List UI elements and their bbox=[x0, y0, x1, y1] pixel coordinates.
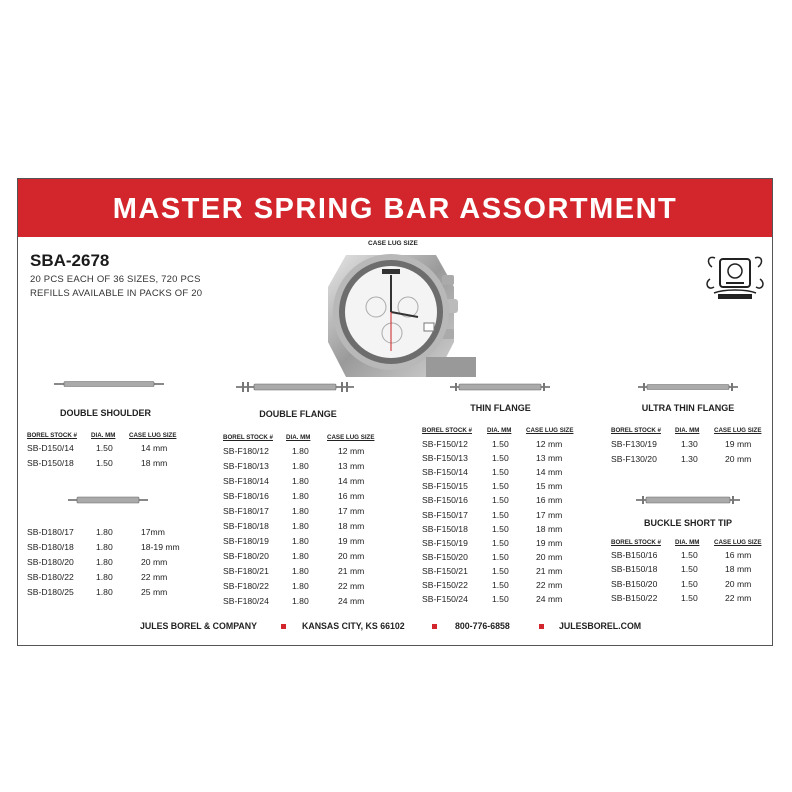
section-title-ultra-thin-flange: ULTRA THIN FLANGE bbox=[641, 403, 735, 413]
cell-lug: 19 mm bbox=[338, 536, 365, 546]
cell-dia: 1.50 bbox=[681, 550, 698, 560]
table-row bbox=[611, 454, 781, 469]
footer-separator bbox=[281, 624, 286, 629]
product-card bbox=[17, 178, 773, 646]
cell-stock: SB-F150/21 bbox=[422, 565, 468, 576]
header-stock: BOREL STOCK # bbox=[611, 539, 661, 546]
cell-lug: 17mm bbox=[141, 527, 165, 537]
cell-dia: 1.80 bbox=[292, 476, 309, 486]
cell-lug: 20 mm bbox=[338, 551, 365, 561]
cell-dia: 1.80 bbox=[96, 587, 113, 597]
cell-stock: SB-F180/21 bbox=[223, 566, 269, 576]
table-row bbox=[611, 550, 781, 565]
cell-stock: SB-F180/17 bbox=[223, 506, 269, 516]
cell-stock: SB-F150/19 bbox=[422, 537, 468, 548]
cell-dia: 1.80 bbox=[292, 506, 309, 516]
cell-stock: SB-F150/24 bbox=[422, 594, 468, 605]
cell-stock: SB-F150/17 bbox=[422, 509, 468, 520]
case-lug-size-label: CASE LUG SIZE bbox=[368, 240, 418, 247]
cell-lug: 19 mm bbox=[536, 537, 563, 548]
spring-bar-icon bbox=[68, 495, 148, 505]
subtitle-line: 20 PCS EACH OF 36 SIZES, 720 PCS bbox=[30, 274, 201, 285]
cell-lug: 19 mm bbox=[725, 439, 752, 449]
table-row bbox=[422, 439, 592, 454]
cell-dia: 1.80 bbox=[96, 572, 113, 582]
cell-dia: 1.80 bbox=[292, 536, 309, 546]
footer-company: JULES BOREL & COMPANY bbox=[140, 621, 257, 631]
table-row bbox=[611, 564, 781, 579]
section-title-thin-flange: THIN FLANGE bbox=[470, 403, 531, 413]
section-title-double-flange: DOUBLE FLANGE bbox=[259, 409, 337, 419]
cell-lug: 13 mm bbox=[338, 461, 365, 471]
cell-dia: 1.50 bbox=[492, 551, 509, 562]
cell-dia: 1.50 bbox=[492, 523, 509, 534]
cell-stock: SB-F150/15 bbox=[422, 481, 468, 492]
table-row bbox=[223, 491, 393, 506]
company-logo-icon bbox=[704, 253, 766, 301]
cell-lug: 22 mm bbox=[338, 581, 365, 591]
section-title-buckle-short-tip: BUCKLE SHORT TIP bbox=[643, 518, 732, 528]
footer-website: JULESBOREL.COM bbox=[559, 621, 642, 631]
cell-dia: 1.80 bbox=[96, 542, 113, 552]
footer-separator bbox=[432, 624, 437, 629]
table-row bbox=[27, 587, 197, 602]
header-dia: DIA. MM bbox=[675, 427, 700, 434]
table-row bbox=[223, 596, 393, 611]
cell-stock: SB-D150/18 bbox=[27, 458, 74, 468]
cell-stock: SB-B150/16 bbox=[611, 550, 658, 560]
cell-lug: 16 mm bbox=[725, 550, 752, 560]
table-row bbox=[27, 557, 197, 572]
cell-lug: 18 mm bbox=[725, 564, 752, 575]
table-row bbox=[223, 551, 393, 566]
table-row bbox=[27, 443, 197, 458]
cell-stock: SB-D180/20 bbox=[27, 557, 74, 567]
cell-stock: SB-F150/14 bbox=[422, 467, 468, 478]
spring-bar-icon bbox=[236, 381, 354, 393]
cell-dia: 1.80 bbox=[292, 521, 309, 531]
cell-lug: 21 mm bbox=[536, 565, 563, 576]
table-row bbox=[27, 542, 197, 557]
table-row bbox=[422, 453, 592, 468]
cell-lug: 16 mm bbox=[338, 491, 365, 501]
cell-lug: 18 mm bbox=[141, 458, 168, 468]
header-lug: CASE LUG SIZE bbox=[526, 427, 574, 434]
table-row bbox=[223, 476, 393, 491]
header-dia: DIA. MM bbox=[487, 427, 512, 434]
table-row bbox=[422, 481, 592, 496]
watch-image bbox=[326, 247, 476, 377]
cell-lug: 13 mm bbox=[536, 453, 563, 464]
cell-lug: 24 mm bbox=[536, 594, 563, 605]
cell-dia: 1.80 bbox=[96, 557, 113, 567]
cell-stock: SB-F130/19 bbox=[611, 439, 657, 449]
cell-dia: 1.50 bbox=[492, 537, 509, 548]
cell-dia: 1.50 bbox=[492, 594, 509, 605]
table-row bbox=[422, 524, 592, 539]
subtitle-line: REFILLS AVAILABLE IN PACKS OF 20 bbox=[30, 288, 203, 299]
cell-stock: SB-D180/17 bbox=[27, 527, 74, 537]
table-row bbox=[611, 593, 781, 608]
sku-number: SBA-2678 bbox=[30, 251, 110, 270]
table-row bbox=[611, 579, 781, 594]
table-row bbox=[611, 439, 781, 454]
spring-bar-icon bbox=[450, 382, 550, 392]
cell-dia: 1.50 bbox=[492, 495, 509, 506]
table-row bbox=[422, 538, 592, 553]
cell-lug: 18-19 mm bbox=[141, 542, 180, 552]
header-lug: CASE LUG SIZE bbox=[714, 539, 762, 546]
cell-dia: 1.30 bbox=[681, 453, 698, 464]
cell-dia: 1.80 bbox=[292, 551, 309, 561]
cell-dia: 1.80 bbox=[292, 596, 309, 606]
header-lug: CASE LUG SIZE bbox=[327, 434, 375, 441]
table-row bbox=[422, 594, 592, 609]
table-row bbox=[223, 446, 393, 461]
cell-lug: 12 mm bbox=[536, 439, 563, 449]
cell-lug: 24 mm bbox=[338, 596, 365, 606]
cell-stock: SB-F180/18 bbox=[223, 521, 269, 531]
cell-stock: SB-F180/19 bbox=[223, 536, 269, 546]
cell-stock: SB-D150/14 bbox=[27, 443, 74, 453]
section-title-double-shoulder: DOUBLE SHOULDER bbox=[59, 408, 151, 418]
cell-stock: SB-F180/24 bbox=[223, 596, 269, 606]
cell-lug: 20 mm bbox=[536, 551, 563, 562]
cell-dia: 1.80 bbox=[96, 527, 113, 537]
cell-dia: 1.50 bbox=[492, 580, 509, 590]
title-banner bbox=[18, 179, 772, 237]
cell-stock: SB-D180/25 bbox=[27, 587, 74, 597]
cell-dia: 1.50 bbox=[96, 458, 113, 468]
cell-lug: 25 mm bbox=[141, 587, 168, 597]
cell-stock: SB-F150/12 bbox=[422, 439, 468, 449]
cell-stock: SB-B150/18 bbox=[611, 564, 658, 575]
table-row bbox=[223, 506, 393, 521]
cell-lug: 18 mm bbox=[536, 523, 563, 534]
footer-phone: 800-776-6858 bbox=[455, 621, 510, 631]
cell-dia: 1.80 bbox=[292, 581, 309, 591]
cell-dia: 1.50 bbox=[492, 439, 509, 449]
cell-dia: 1.50 bbox=[681, 578, 698, 589]
table-row bbox=[422, 467, 592, 482]
cell-lug: 20 mm bbox=[725, 578, 752, 589]
cell-dia: 1.80 bbox=[292, 491, 309, 501]
table-row bbox=[422, 510, 592, 525]
header-stock: BOREL STOCK # bbox=[223, 434, 273, 441]
cell-stock: SB-F180/12 bbox=[223, 446, 269, 456]
header-stock: BOREL STOCK # bbox=[611, 427, 661, 434]
cell-stock: SB-F180/13 bbox=[223, 461, 269, 471]
spring-bar-icon bbox=[636, 495, 740, 505]
cell-stock: SB-F150/22 bbox=[422, 580, 468, 590]
cell-dia: 1.50 bbox=[492, 565, 509, 576]
header-dia: DIA. MM bbox=[91, 432, 116, 439]
cell-stock: SB-B150/20 bbox=[611, 578, 658, 589]
cell-dia: 1.80 bbox=[292, 566, 309, 576]
footer-separator bbox=[539, 624, 544, 629]
table-row bbox=[223, 461, 393, 476]
cell-stock: SB-F150/16 bbox=[422, 495, 468, 506]
cell-stock: SB-B150/22 bbox=[611, 592, 658, 603]
cell-lug: 12 mm bbox=[338, 446, 365, 456]
cell-lug: 21 mm bbox=[338, 566, 365, 576]
cell-stock: SB-D180/18 bbox=[27, 542, 74, 552]
cell-lug: 14 mm bbox=[141, 443, 168, 453]
cell-lug: 20 mm bbox=[141, 557, 168, 567]
header-lug: CASE LUG SIZE bbox=[129, 432, 177, 439]
header-stock: BOREL STOCK # bbox=[422, 427, 472, 434]
table-row bbox=[223, 566, 393, 581]
cell-dia: 1.50 bbox=[492, 509, 509, 520]
table-row bbox=[422, 566, 592, 581]
cell-lug: 20 mm bbox=[725, 453, 752, 464]
cell-stock: SB-F150/13 bbox=[422, 453, 468, 464]
cell-dia: 1.50 bbox=[96, 443, 113, 453]
cell-dia: 1.80 bbox=[292, 446, 309, 456]
table-row bbox=[27, 458, 197, 473]
table-row bbox=[27, 527, 197, 542]
cell-stock: SB-F180/16 bbox=[223, 491, 269, 501]
cell-lug: 15 mm bbox=[536, 481, 563, 492]
cell-dia: 1.50 bbox=[681, 592, 698, 603]
cell-lug: 14 mm bbox=[338, 476, 365, 486]
cell-dia: 1.50 bbox=[492, 467, 509, 478]
table-row bbox=[27, 572, 197, 587]
cell-stock: SB-D180/22 bbox=[27, 572, 74, 582]
page-title: MASTER SPRING BAR ASSORTMENT bbox=[112, 193, 678, 225]
cell-stock: SB-F130/20 bbox=[611, 453, 657, 464]
cell-lug: 17 mm bbox=[536, 509, 563, 520]
spring-bar-icon bbox=[638, 382, 738, 392]
cell-lug: 17 mm bbox=[338, 506, 365, 516]
spring-bar-icon bbox=[54, 379, 164, 389]
cell-stock: SB-F180/14 bbox=[223, 476, 269, 486]
header-dia: DIA. MM bbox=[286, 434, 311, 441]
table-row bbox=[422, 552, 592, 567]
header-lug: CASE LUG SIZE bbox=[714, 427, 762, 434]
cell-stock: SB-F150/20 bbox=[422, 551, 468, 562]
table-row bbox=[223, 581, 393, 596]
table-row bbox=[223, 521, 393, 536]
cell-dia: 1.50 bbox=[492, 481, 509, 492]
table-row bbox=[223, 536, 393, 551]
table-row bbox=[422, 495, 592, 510]
cell-lug: 18 mm bbox=[338, 521, 365, 531]
cell-dia: 1.50 bbox=[681, 564, 698, 575]
cell-stock: SB-F150/18 bbox=[422, 523, 468, 534]
cell-dia: 1.80 bbox=[292, 461, 309, 471]
cell-lug: 22 mm bbox=[725, 592, 752, 603]
header-stock: BOREL STOCK # bbox=[27, 432, 77, 439]
footer-city: KANSAS CITY, KS 66102 bbox=[302, 621, 405, 631]
cell-stock: SB-F180/20 bbox=[223, 551, 269, 561]
header-dia: DIA. MM bbox=[675, 539, 700, 546]
cell-dia: 1.30 bbox=[681, 439, 698, 449]
cell-lug: 14 mm bbox=[536, 467, 563, 478]
table-row bbox=[422, 580, 592, 595]
cell-lug: 22 mm bbox=[536, 580, 563, 590]
cell-lug: 22 mm bbox=[141, 572, 168, 582]
cell-lug: 16 mm bbox=[536, 495, 563, 506]
cell-stock: SB-F180/22 bbox=[223, 581, 269, 591]
cell-dia: 1.50 bbox=[492, 453, 509, 464]
